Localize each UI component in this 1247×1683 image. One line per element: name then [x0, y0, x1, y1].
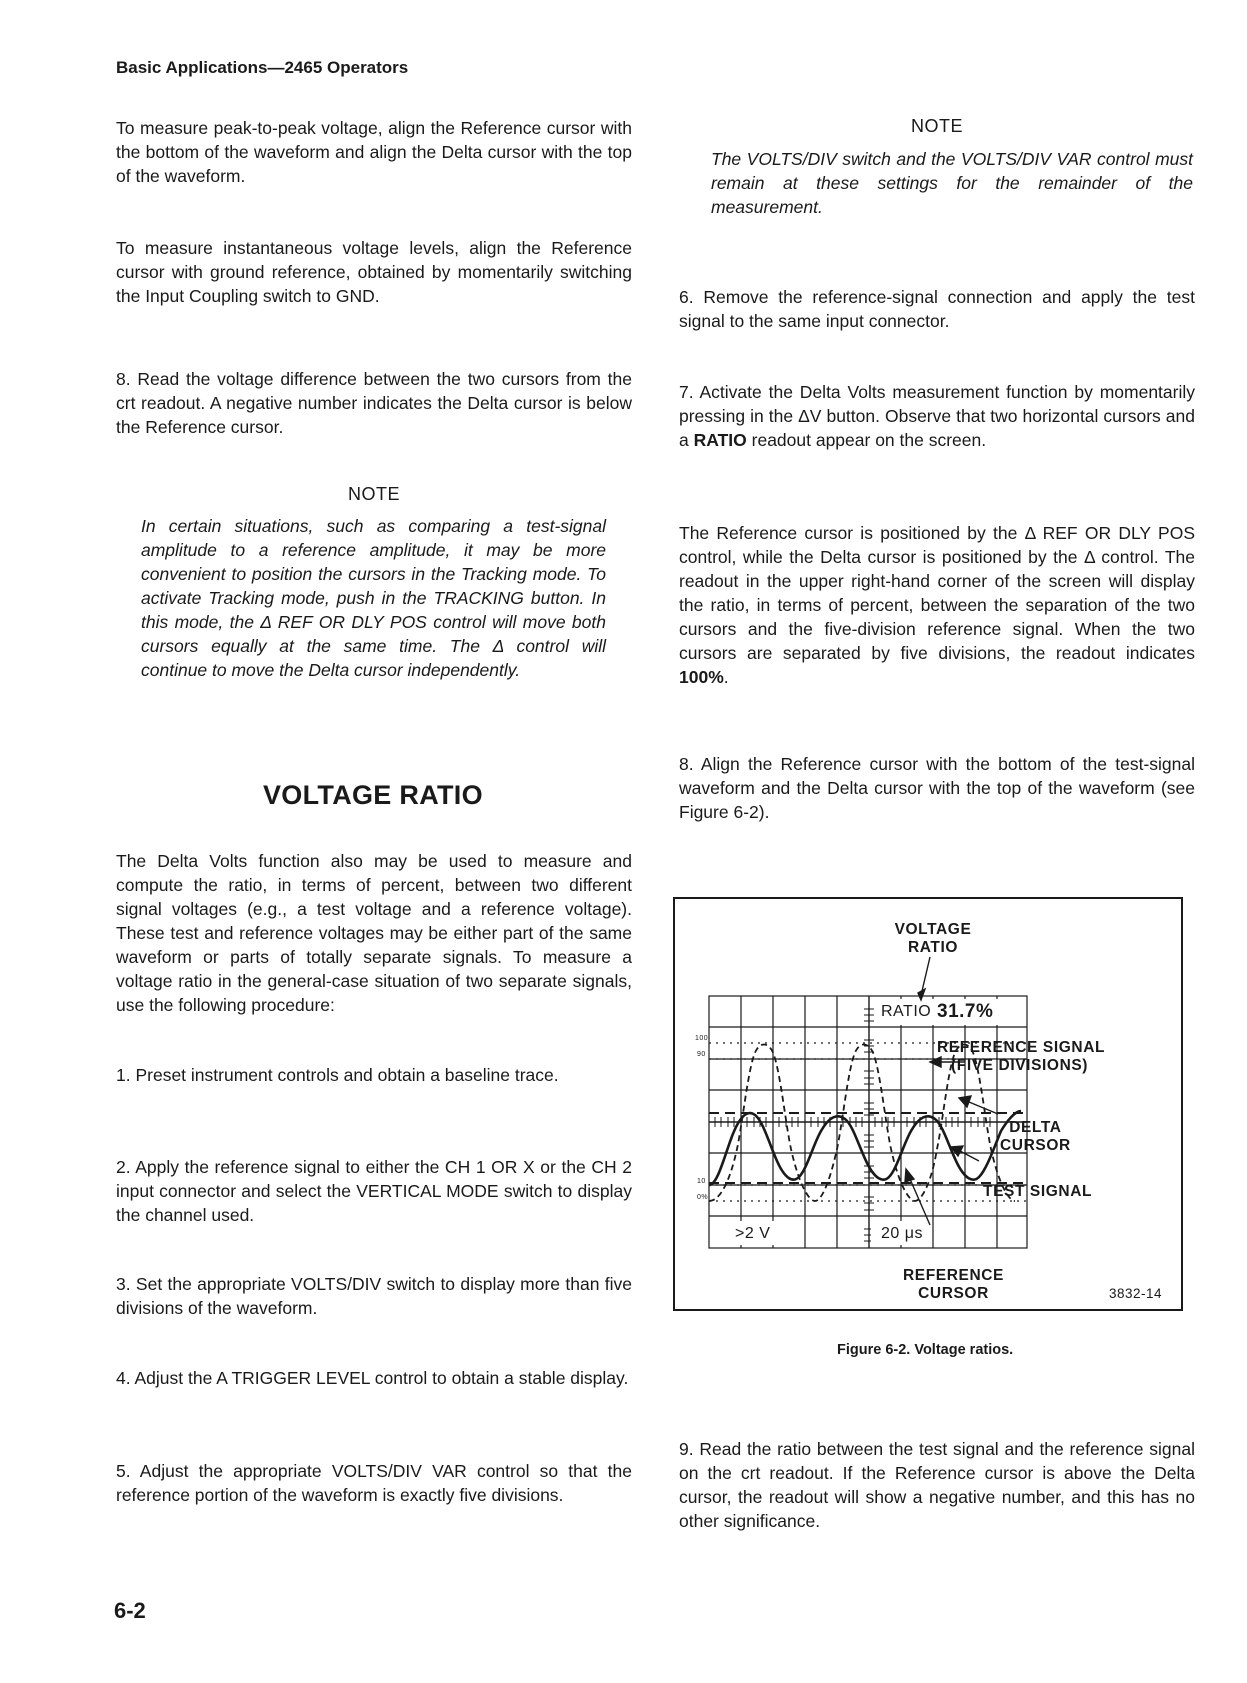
- step-2: 2. Apply the reference signal to either the CH 1 OR X or the CH 2 input connector and select the VERTICAL MODE switch to display the channel used.: [116, 1157, 632, 1225]
- screen-ratio-value: 31.7%: [937, 1001, 994, 1022]
- note-title-right: NOTE: [910, 116, 963, 136]
- screen-ratio-label: RATIO: [881, 1003, 932, 1020]
- figure-id: 3832-14: [1109, 1286, 1163, 1301]
- graticule-label-100: 100: [695, 1035, 709, 1042]
- paragraph-step-8-voltage: 8. Read the voltage difference between the two cursors from the crt readout. A negative number indicates the Delta cursor is below the Reference cursor.: [116, 369, 632, 437]
- screen-time-per-div: 20 μs: [881, 1225, 923, 1242]
- figure-caption: Figure 6-2. Voltage ratios.: [837, 1342, 1014, 1358]
- graticule-label-10: 10: [697, 1178, 706, 1185]
- note-title-left: NOTE: [347, 484, 400, 504]
- step-3: 3. Set the appropriate VOLTS/DIV switch to display more than five divisions of the waveform.: [116, 1274, 632, 1318]
- step-1: 1. Preset instrument controls and obtain a baseline trace.: [116, 1065, 559, 1085]
- paragraph-peak-to-peak: To measure peak-to-peak voltage, align the Reference cursor with the bottom of the waveform and align the Delta cursor with the top of the waveform.: [116, 118, 632, 186]
- label-test-signal: TEST SIGNAL: [983, 1183, 1093, 1200]
- crt-screen-drawing: [675, 899, 1185, 1313]
- label-reference-signal: REFERENCE SIGNAL (FIVE DIVISIONS): [937, 1039, 1106, 1074]
- label-voltage-ratio: VOLTAGE RATIO: [894, 921, 972, 956]
- note-body-tracking: In certain situations, such as comparing a test-signal amplitude to a reference amplitude, it may be more convenient to position the cursors in the Tracking mode. To activate Tracking mode, push in the TRACKING button. In this mode, the Δ REF OR DLY POS control will move both cursors equally at the same time. The Δ control will continue to move the Delta cursor independently.: [141, 516, 606, 680]
- graticule-label-90: 90: [697, 1051, 706, 1058]
- label-delta-cursor: DELTA CURSOR: [1000, 1119, 1071, 1154]
- step-7: 7. Activate the Delta Volts measurement function by momentarily pressing in the ΔV button. Observe that two horizontal cursors and a RATIO readout appear on the screen.: [679, 382, 1195, 450]
- step-9: 9. Read the ratio between the test signal and the reference signal on the crt readout. If the Reference cursor is above the Delta cursor, the readout will show a negative number, and this has no other significance.: [679, 1439, 1195, 1531]
- step-4: 4. Adjust the A TRIGGER LEVEL control to obtain a stable display.: [116, 1368, 629, 1388]
- note-body-volts-div: The VOLTS/DIV switch and the VOLTS/DIV VAR control must remain at these settings for the remainder of the measurement.: [711, 149, 1193, 217]
- page-number: 6-2: [114, 1598, 146, 1623]
- figure-voltage-ratios: [673, 897, 1183, 1311]
- running-header: Basic Applications—2465 Operators: [116, 58, 409, 77]
- step-5: 5. Adjust the appropriate VOLTS/DIV VAR control so that the reference portion of the waveform is exactly five divisions.: [116, 1461, 632, 1505]
- label-reference-cursor: REFERENCE CURSOR: [903, 1267, 1004, 1302]
- graticule-label-0: 0%: [697, 1194, 709, 1201]
- step-6: 6. Remove the reference-signal connection and apply the test signal to the same input connector.: [679, 287, 1195, 331]
- paragraph-voltage-ratio-intro: The Delta Volts function also may be used to measure and compute the ratio, in terms of percent, between two different signal voltages (e.g., a test voltage and a reference voltage). These test and reference voltages may be either part of the same waveform or parts of totally separate signals. To measure a voltage ratio in the general-case situation of two separate signals, use the following procedure:: [116, 851, 632, 1015]
- section-title: VOLTAGE RATIO: [263, 780, 483, 810]
- paragraph-reference-cursor: The Reference cursor is positioned by the Δ REF OR DLY POS control, while the Delta cursor is positioned by the Δ control. The readout in the upper right-hand corner of the screen will display the ratio, in terms of percent, between the separation of the two cursors and the five-division reference signal. When the two cursors are separated by five divisions, the readout indicates 100%.: [679, 523, 1195, 687]
- paragraph-instantaneous: To measure instantaneous voltage levels, align the Reference cursor with ground reference, obtained by momentarily switching the Input Coupling switch to GND.: [116, 238, 632, 306]
- screen-volts-per-div: >2 V: [735, 1225, 771, 1242]
- step-8-align: 8. Align the Reference cursor with the bottom of the test-signal waveform and the Delta cursor with the top of the waveform (see Figure 6-2).: [679, 754, 1195, 822]
